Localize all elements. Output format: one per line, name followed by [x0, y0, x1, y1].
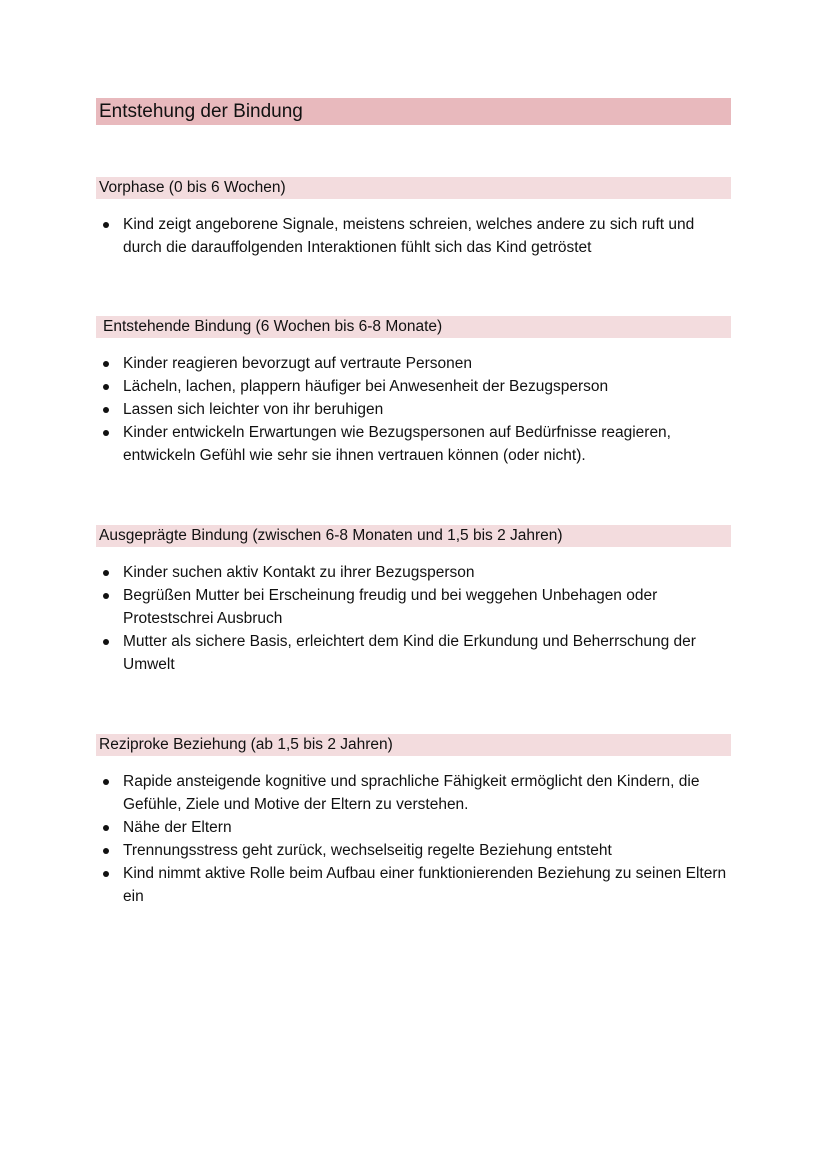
list-item [96, 584, 731, 630]
list-item [96, 816, 731, 839]
list-item [96, 398, 731, 421]
bullet-icon [103, 593, 109, 599]
section-heading: Entstehende Bindung (6 Wochen bis 6-8 Monate) [96, 316, 731, 338]
bullet-icon [103, 848, 109, 854]
section-entstehende-bindung [96, 316, 731, 467]
list-item-text: Nähe der Eltern [123, 819, 232, 836]
bullet-icon [103, 384, 109, 390]
list-item-text: Mutter als sichere Basis, erleichtert dem Kind die Erkundung und Beherrschung der Umwelt [123, 633, 696, 673]
list-item [96, 421, 731, 467]
list-item-text: Kinder suchen aktiv Kontakt zu ihrer Bezugsperson [123, 564, 475, 581]
section-heading: Reziproke Beziehung (ab 1,5 bis 2 Jahren) [96, 734, 731, 756]
list-item-text: Trennungsstress geht zurück, wechselseitig regelte Beziehung entsteht [123, 842, 612, 859]
bullet-icon [103, 222, 109, 228]
bullet-icon [103, 430, 109, 436]
section-reziproke-beziehung [96, 734, 731, 908]
list-item-text: Kinder reagieren bevorzugt auf vertraute Personen [123, 355, 472, 372]
list-item-text: Kinder entwickeln Erwartungen wie Bezugspersonen auf Bedürfnisse reagieren, entwickeln Gefühl wie sehr sie ihnen vertrauen können (oder nicht). [123, 424, 671, 464]
bullet-list [96, 770, 731, 908]
bullet-icon [103, 407, 109, 413]
list-item [96, 862, 731, 908]
bullet-icon [103, 639, 109, 645]
list-item [96, 352, 731, 375]
list-item [96, 213, 731, 259]
document-title: Entstehung der Bindung [96, 98, 731, 125]
bullet-list [96, 352, 731, 467]
list-item [96, 770, 731, 816]
bullet-icon [103, 825, 109, 831]
list-item-text: Lassen sich leichter von ihr beruhigen [123, 401, 384, 418]
list-item [96, 630, 731, 676]
list-item-text: Begrüßen Mutter bei Erscheinung freudig und bei weggehen Unbehagen oder Protestschrei Ausbruch [123, 587, 658, 627]
list-item-text: Kind zeigt angeborene Signale, meistens schreien, welches andere zu sich ruft und durch die darauffolgenden Interaktionen fühlt sich das Kind getröstet [123, 216, 695, 256]
list-item [96, 839, 731, 862]
list-item-text: Rapide ansteigende kognitive und sprachliche Fähigkeit ermöglicht den Kindern, die Gefühle, Ziele und Motive der Eltern zu verstehen. [123, 773, 700, 813]
bullet-icon [103, 361, 109, 367]
section-heading: Ausgeprägte Bindung (zwischen 6-8 Monaten und 1,5 bis 2 Jahren) [96, 525, 731, 547]
bullet-list [96, 561, 731, 676]
section-heading: Vorphase (0 bis 6 Wochen) [96, 177, 731, 199]
bullet-icon [103, 570, 109, 576]
bullet-list [96, 213, 731, 259]
list-item-text: Kind nimmt aktive Rolle beim Aufbau einer funktionierenden Beziehung zu seinen Eltern ein [123, 865, 727, 905]
section-vorphase [96, 177, 731, 259]
list-item [96, 375, 731, 398]
bullet-icon [103, 871, 109, 877]
bullet-icon [103, 779, 109, 785]
list-item [96, 561, 731, 584]
list-item-text: Lächeln, lachen, plappern häufiger bei Anwesenheit der Bezugsperson [123, 378, 609, 395]
section-ausgepraegte-bindung [96, 525, 731, 676]
